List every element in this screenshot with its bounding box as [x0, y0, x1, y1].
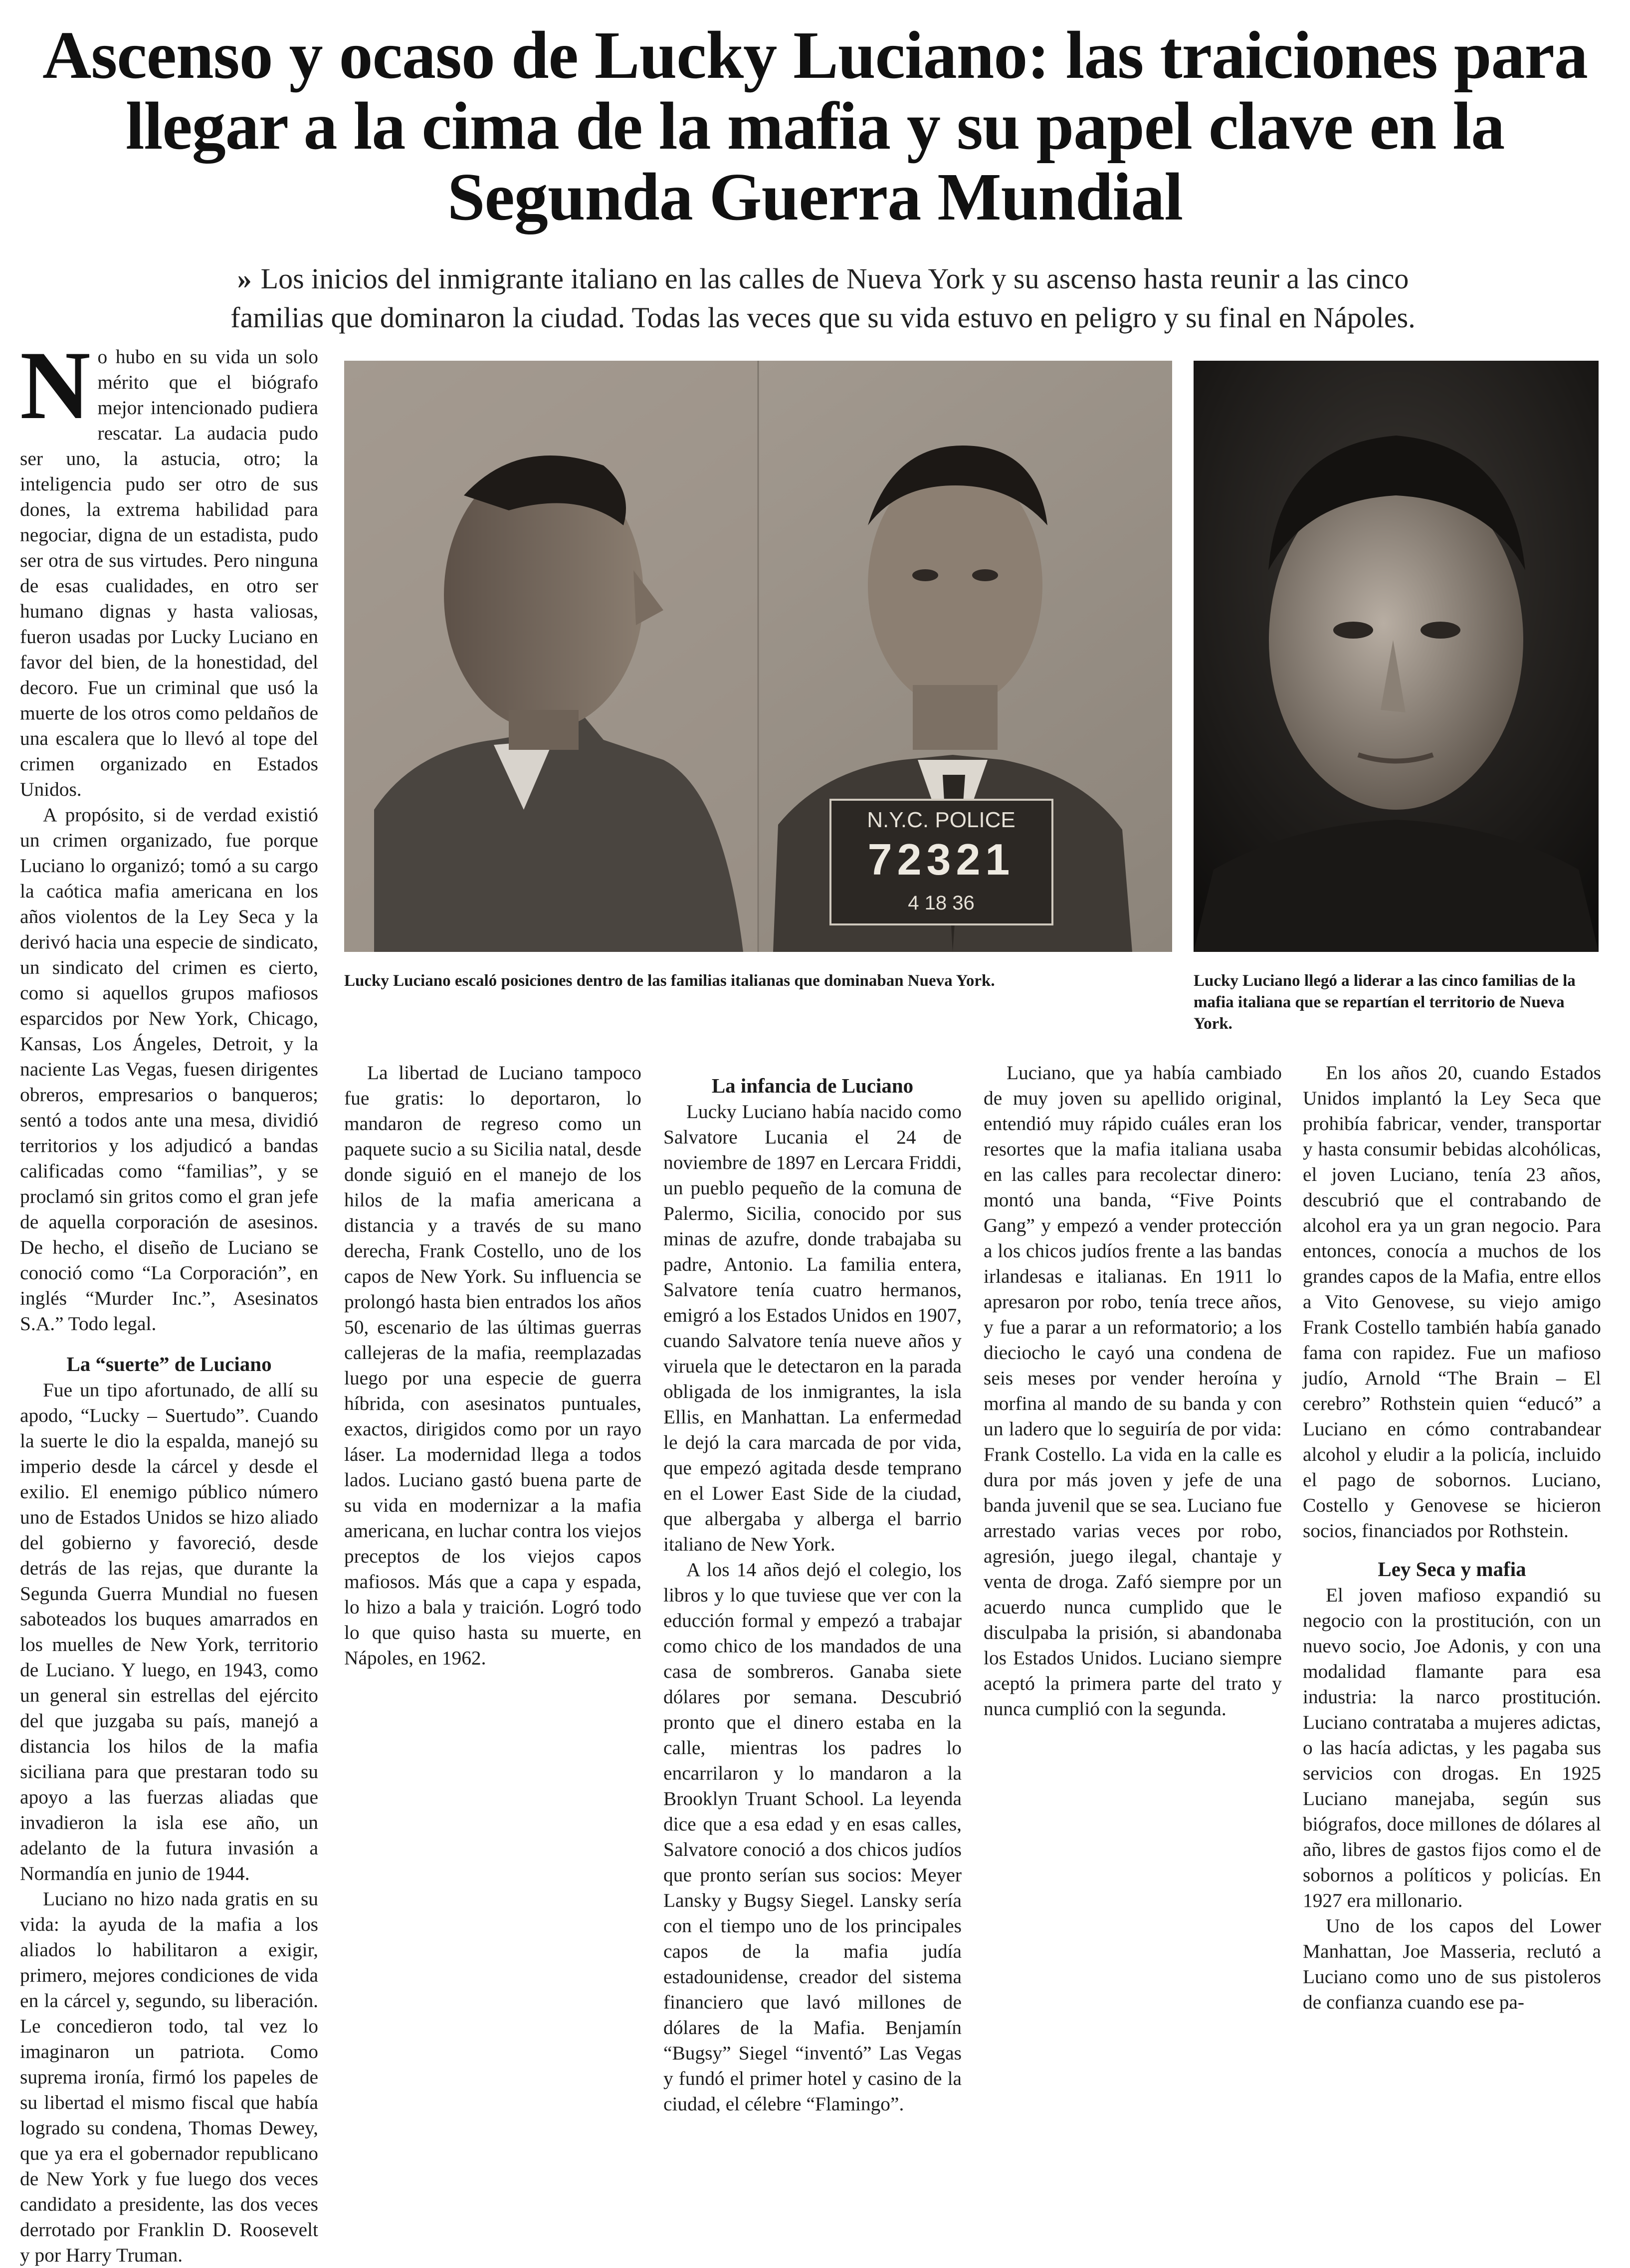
portrait-caption: Lucky Luciano llegó a liderar a las cinco familias de la mafia italiana que se repartían el territorio de Nueva York. — [1194, 972, 1576, 1033]
paragraph: Luciano, que ya había cambiado de muy joven su apellido original, entendió muy rápido cuáles eran los resortes que la mafia italiana usaba en las calles para recolectar dinero: montó una banda, “Five Points Gang” y empezó a vender protección a los chicos judíos frente a las bandas irlandesas e italianas. En 1911 lo apresaron por robo, tenía trece años, y fue a parar a un reformatorio; a los dieciocho le cayó una condena de seis meses por vender heroína y morfina al mando de su banda y con un ladero que lo seguiría de por vida: Frank Costello. La vida en la calle es dura por más joven y jefe de una banda juvenil que se sea. Luciano fue arrestado varias veces por robo, agresión, juego ilegal, chantaje y venta de droga. Zafó siempre por un acuerdo nunca cumplido que le disculpaba la prisión, si abandonaba los Estados Unidos. Luciano siempre aceptó la primera parte del trato y nunca cumplió con la segunda. — [984, 1062, 1282, 1720]
article-column-1 — [20, 331, 318, 2266]
deck-text: Los inicios del inmigrante italiano en las calles de Nueva York y su ascenso hasta reunir a las cinco familias que dominaron la ciudad. Todas las veces que su vida estuvo en peligro y su final en Nápoles. — [230, 262, 1416, 334]
placard-date: 4 18 36 — [908, 892, 975, 914]
subhead-infancia: La infancia de Luciano — [711, 1074, 914, 1097]
mugshot-image — [344, 361, 1172, 952]
paragraph: A los 14 años dejó el colegio, los libros y lo que tuviese que ver con la educción formal y empezó a trabajar como chico de los mandados de una casa de sombreros. Ganaba siete dólares por semana. Descubrió pronto que el dinero estaba en la calle, mientras los padres lo encarrilaron y lo mandaron a la Brooklyn Truant School. La leyenda dice que a esa edad y en esas calles, Salvatore conoció a dos chicos judíos que pronto serían sus socios: Meyer Lansky y Bugsy Siegel. Lansky sería con el tiempo uno de los principales capos de la mafia judía estadounidense, creador del sistema financiero que lavó millones de dólares de la Mafia. Benjamín “Bugsy” Siegel “inventó” Las Vegas y fundó el primer hotel y casino de la ciudad, el célebre “Flamingo”. — [663, 1559, 962, 2115]
placard-number: 72321 — [867, 835, 1015, 884]
deck — [190, 259, 1456, 337]
subhead-suerte: La “suerte” de Luciano — [66, 1353, 272, 1375]
portrait-image — [1194, 361, 1599, 952]
headline: Ascenso y ocaso de Lucky Luciano: las traiciones para llegar a la cima de la mafia y su papel clave en la Segunda Guerra Mundial — [42, 18, 1588, 234]
drop-cap: N — [20, 331, 91, 440]
police-placard — [830, 800, 1052, 924]
placard-line-1: N.Y.C. POLICE — [867, 808, 1016, 832]
portrait-photo — [1194, 361, 1599, 952]
paragraph: En los años 20, cuando Estados Unidos implantó la Ley Seca que prohibía fabricar, vender, transportar y hasta consumir bebidas alcohólicas, el joven Luciano, tenía 23 años, descubrió que el contrabando de alcohol era ya un gran negocio. Para entonces, conocía a muchos de los grandes capos de la Mafia, entre ellos a Vito Genovese, su viejo amigo Frank Costello también había ganado fama con rapidez. Fue un mafioso judío, Arnold “The Brain – El cerebro” Rothstein quien “educó” a Luciano en cómo contrabandear alcohol y eludir a la policía, incluido el pago de sobornos. Luciano, Costello y Genovese se hicieron socios, financiados por Rothstein. — [1303, 1062, 1601, 1542]
article-column-5 — [1303, 1060, 1601, 2090]
paragraph: A propósito, si de verdad existió un crimen organizado, fue porque Luciano lo organizó; tomó a su cargo la caótica mafia americana en los años violentos de la Ley Seca y la derivó hacia una especie de sindicato, un sindicato del crimen es cierto, como si aquellos grupos mafiosos esparcidos por New York, Chicago, Kansas, Los Ángeles, Detroit, y la naciente Las Vegas, fuesen dirigentes obreros, empresarios o banqueros; sentó a todos ante una mesa, dividió territorios y los adjudicó a bandas calificadas como “familias”, y se proclamó sin gritos como el gran jefe de aquella corporación de asesinos. De hecho, el diseño de Luciano se conoció como “La Corporación”, en inglés “Murder Inc.”, Asesinatos S.A.” Todo legal. — [20, 804, 318, 1335]
mugshot-photo — [344, 361, 1172, 952]
paragraph: Luciano no hizo nada gratis en su vida: la ayuda de la mafia a los aliados lo habilitaron a exigir, primero, mejores condiciones de vida en la cárcel y, segundo, su liberación. Le concedieron todo, tal vez lo imaginaron un patriota. Como suprema ironía, firmó los papeles de su libertad el mismo fiscal que había logrado su condena, Thomas Dewey, que ya era el gobernador republicano de New York y fue luego dos veces candidato a presidente, las dos veces derrotado por Franklin D. Roosevelt y por Harry Truman. — [20, 1888, 318, 2266]
mugshot-caption: Lucky Luciano escaló posiciones dentro de las familias italianas que dominaban Nueva York. — [344, 972, 995, 990]
paragraph: El joven mafioso expandió su negocio con la prostitución, con un nuevo socio, Joe Adonis, y con una modalidad flamante para esa industria: la narco prostitución. Luciano contrataba a mujeres adictas, o las hacía adictas, y les pagaba sus servicios con drogas. En 1925 Luciano manejaba, según sus biógrafos, doce millones de dólares al año, libres de gastos fijos como el de sobornos a políticos y policías. En 1927 era millonario. — [1303, 1584, 1601, 1911]
paragraph: Lucky Luciano había nacido como Salvatore Lucania el 24 de noviembre de 1897 en Lercara Friddi, un pueblo pequeño de la comuna de Palermo, Sicilia, conocido por sus minas de azufre, donde trabajaba su padre, Antonio. La familia entera, Salvatore tenía cuatro hermanos, emigró a los Estados Unidos en 1907, cuando Salvatore tenía nueve años y viruela que le detectaron en la parada obligada de los inmigrantes, la isla Ellis, en Manhattan. La enfermedad le dejó la cara marcada de por vida, que empezó agitada desde temprano en el Lower East Side de la ciudad, que albergaba y alberga el barrio italiano de New York. — [663, 1101, 962, 1555]
paragraph: Uno de los capos del Lower Manhattan, Joe Masseria, reclutó a Luciano como uno de sus pistoleros de confianza cuando ese pa- — [1303, 1915, 1601, 2013]
paragraph: Fue un tipo afortunado, de allí su apodo, “Lucky – Suertudo”. Cuando la suerte le dio la espalda, manejó su imperio desde la cárcel y desde el exilio. El enemigo público número uno de Estados Unidos se hizo aliado del gobierno y favoreció, desde detrás de las rejas, que durante la Segunda Guerra Mundial no fuesen saboteados los buques amarrados en los muelles de New York, territorio de Luciano. Y luego, en 1943, como un general sin estrellas del ejército del que juzgaba su país, manejó a distancia los hilos de la mafia siciliana para que prestaran todo su apoyo a las fuerzas aliadas que invadieron la isla ese año, un adelanto de la futura invasión a Normandía en junio de 1944. — [20, 1379, 318, 1884]
deck-marker: » — [237, 262, 252, 295]
paragraph: La libertad de Luciano tampoco fue gratis: lo deportaron, lo mandaron de regreso como un paquete sucio a su Sicilia natal, desde donde siguió en el manejo de los hilos de la mafia americana a distancia y a través de su mano derecha, Frank Costello, uno de los capos de New York. Su influencia se prolongó hasta bien entrados los años 50, escenario de las últimas guerras callejeras de la mafia, reemplazadas luego por una especie de guerra híbrida, con asesinatos puntuales, exactos, dirigidos como por un rayo láser. La modernidad llega a todos lados. Luciano gastó buena parte de su vida en modernizar a la mafia americana, en luchar contra los viejos preceptos de los viejos capos mafiosos. Más que a capa y espada, lo hizo a bala y traición. Logró todo lo que quiso hasta su muerte, en Nápoles, en 1962. — [344, 1062, 641, 1669]
article-column-2 — [344, 1060, 641, 2090]
article-column-3 — [663, 1060, 962, 2115]
lead-text: o hubo en su vida un solo mérito que el biógrafo mejor intencionado pudiera rescatar. La audacia pudo ser uno, la astucia, otro; la inteligencia pudo ser otro de sus dones, la extrema habilidad para negociar, digna de un estadista, pudo ser otra de sus virtudes. Pero ninguna de esas cualidades, en otro ser humano dignas y hasta valiosas, fueron usadas por Lucky Luciano en favor del bien, de la honestidad, del decoro. Fue un criminal que usó la muerte de los otros como peldaños de una escalera que lo llevó al tope del crimen organizado en Estados Unidos. — [20, 346, 318, 800]
article-column-4 — [984, 1060, 1282, 2090]
subhead-ley-seca: Ley Seca y mafia — [1378, 1558, 1526, 1581]
lead-paragraph — [20, 331, 318, 802]
